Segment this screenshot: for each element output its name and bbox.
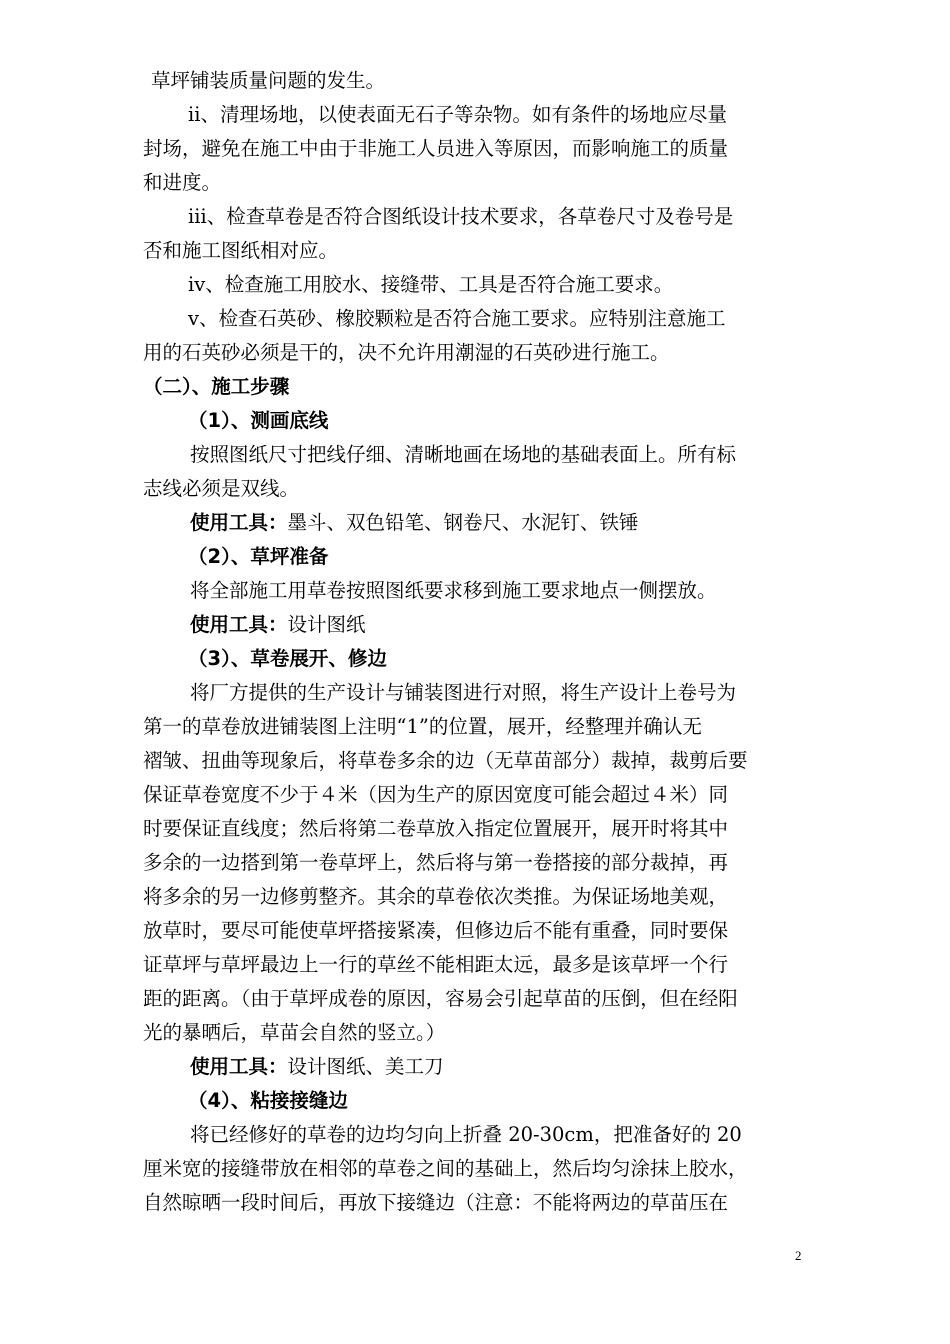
text-line: ⅴ、检查石英砂、橡胶颗粒是否符合施工要求。应特别注意施工 [188,307,726,330]
text-line: 将已经修好的草卷的边均匀向上折叠 20-30cm，把准备好的 20 [190,1123,742,1146]
step-heading: （2）、草坪准备 [188,545,329,568]
text-line: 自然晾晒一段时间后，再放下接缝边（注意：不能将两边的草苗压在 [143,1191,729,1214]
text-line: 封场，避免在施工中由于非施工人员进入等原因，而影响施工的质量 [143,137,729,160]
text-line: 放草时，要尽可能使草坪搭接紧凑，但修边后不能有重叠，同时要保 [143,919,729,942]
tools-label: 使用工具： [190,511,288,534]
text-line: 将全部施工用草卷按照图纸要求移到施工要求地点一侧摆放。 [190,579,717,602]
step-heading: （1）、测画底线 [188,409,329,432]
text-line: 用的石英砂必须是干的，决不允许用潮湿的石英砂进行施工。 [143,341,670,364]
tools-line [190,506,639,540]
tools-text: 墨斗、双色铅笔、钢卷尺、水泥钉、铁锤 [287,511,639,534]
text-line: 将多余的另一边修剪整齐。其余的草卷依次类推。为保证场地美观， [143,885,729,908]
text-line: 将厂方提供的生产设计与铺装图进行对照，将生产设计上卷号为 [190,681,737,704]
text-line: 时要保证直线度；然后将第二卷草放入指定位置展开，展开时将其中 [143,817,729,840]
text-line: 志线必须是双线。 [143,477,300,500]
tools-line [190,608,366,642]
tools-label: 使用工具： [190,1055,288,1078]
text-line: 褶皱、扭曲等现象后，将草卷多余的边（无草苗部分）裁掉，裁剪后要 [143,749,748,772]
text-line: 否和施工图纸相对应。 [143,239,339,262]
text-line: 第一的草卷放进铺装图上注明“1”的位置，展开，经整理并确认无 [143,715,702,738]
text-line: ⅱ、清理场地，以使表面无石子等杂物。如有条件的场地应尽量 [188,103,727,126]
page-number: 2 [795,1248,802,1263]
text-line: 按照图纸尺寸把线仔细、清晰地画在场地的基础表面上。所有标 [190,443,737,466]
text-line: 和进度。 [143,171,222,194]
text-line: 光的暴晒后，草苗会自然的竖立。） [143,1021,446,1044]
tools-text: 设计图纸、美工刀 [287,1055,444,1078]
text-line: 厘米宽的接缝带放在相邻的草卷之间的基础上，然后均匀涂抹上胶水， [143,1157,748,1180]
text-line: 距的距离。（由于草坪成卷的原因，容易会引起草苗的压倒，但在经阳 [143,987,738,1010]
text-line: 保证草卷宽度不少于４米（因为生产的原因宽度可能会超过４米）同 [143,783,729,806]
tools-label: 使用工具： [190,613,288,636]
text-line: 证草坪与草坪最边上一行的草丝不能相距太远，最多是该草坪一个行 [143,953,729,976]
text-line: ⅲ、检查草卷是否符合图纸设计技术要求，各草卷尺寸及卷号是 [188,205,734,228]
text-line: ⅳ、检查施工用胶水、接缝带、工具是否符合施工要求。 [188,273,674,296]
section-heading: （二）、施工步骤 [143,375,290,398]
text-line: 草坪铺装质量问题的发生。 [151,69,386,92]
tools-text: 设计图纸 [287,613,366,636]
tools-line [190,1050,444,1084]
text-line: 多余的一边搭到第一卷草坪上，然后将与第一卷搭接的部分裁掉，再 [143,851,729,874]
step-heading: （4）、粘接接缝边 [188,1089,348,1112]
step-heading: （3）、草卷展开、修边 [188,647,387,670]
